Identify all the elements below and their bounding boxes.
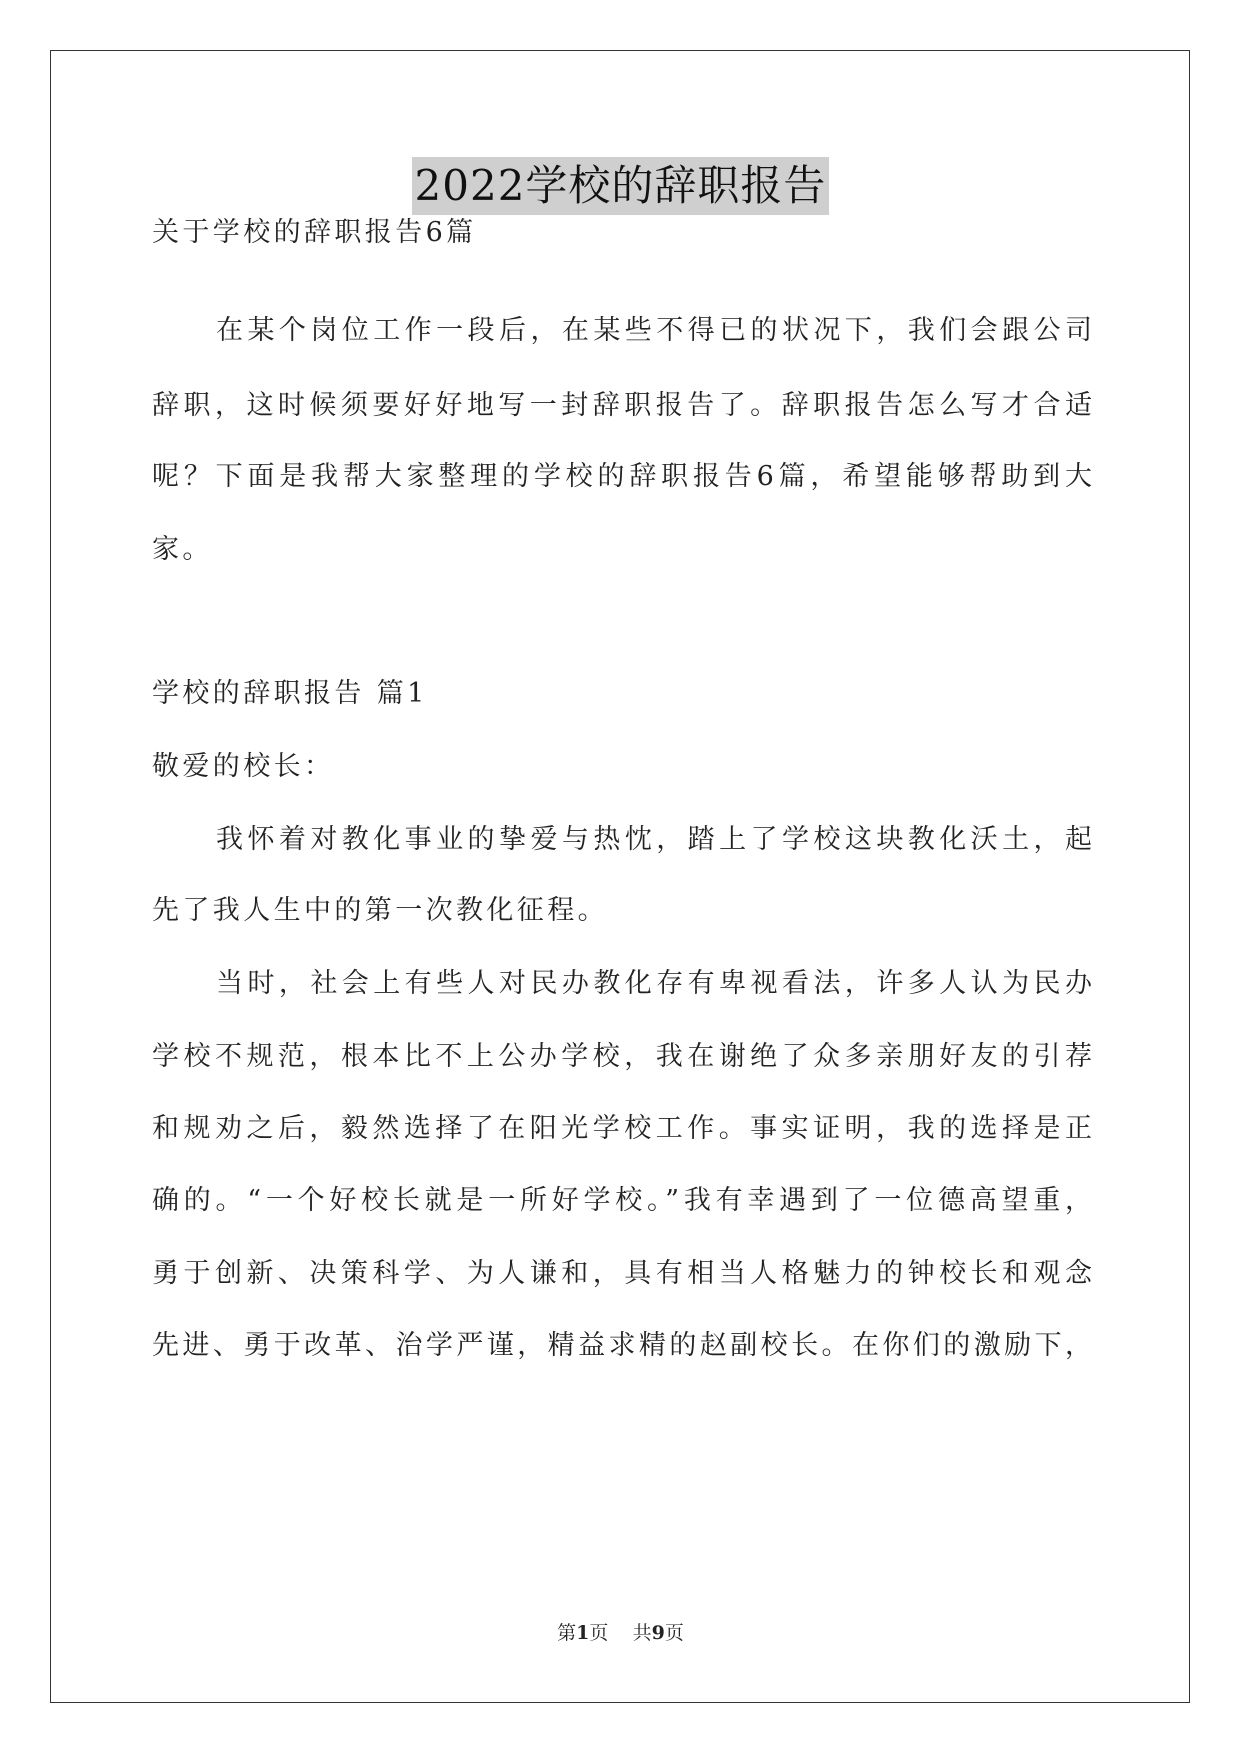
page-footer bbox=[0, 1620, 1241, 1646]
paragraph-line: 勇于创新、决策科学、为人谦和，具有相当人格魅力的钟校长和观念 bbox=[152, 1258, 1092, 1289]
paragraph-line: 先进、勇于改革、治学严谨，精益求精的赵副校长。在你们的激励下， bbox=[152, 1330, 1092, 1361]
document-title: 2022学校的辞职报告 bbox=[412, 157, 830, 215]
intro-line: 家。 bbox=[152, 534, 213, 565]
salutation: 敬爱的校长： bbox=[152, 751, 335, 782]
footer-prefix: 第 bbox=[557, 1622, 577, 1644]
page-border bbox=[50, 50, 1190, 1703]
footer-middle: 页 共 bbox=[589, 1622, 652, 1644]
paragraph-line: 学校不规范，根本比不上公办学校，我在谢绝了众多亲朋好友的引荐 bbox=[152, 1041, 1092, 1072]
paragraph-line: 先了我人生中的第一次教化征程。 bbox=[152, 895, 608, 926]
paragraph-line: 当时，社会上有些人对民办教化存有卑视看法，许多人认为民办 bbox=[216, 968, 1092, 999]
footer-suffix: 页 bbox=[664, 1622, 684, 1644]
current-page-number: 1 bbox=[576, 1622, 590, 1644]
paragraph-line: 确的。“一个好校长就是一所好学校。”我有幸遇到了一位德高望重， bbox=[152, 1185, 1092, 1216]
intro-line: 呢？下面是我帮大家整理的学校的辞职报告6篇，希望能够帮助到大 bbox=[152, 461, 1092, 492]
intro-line: 辞职，这时候须要好好地写一封辞职报告了。辞职报告怎么写才合适 bbox=[152, 390, 1092, 421]
subtitle: 关于学校的辞职报告6篇 bbox=[152, 217, 477, 248]
title-wrap bbox=[0, 157, 1241, 215]
intro-line: 在某个岗位工作一段后，在某些不得已的状况下，我们会跟公司 bbox=[216, 315, 1092, 346]
paragraph-line: 我怀着对教化事业的挚爱与热忱，踏上了学校这块教化沃土，起 bbox=[216, 824, 1092, 855]
paragraph-line: 和规劝之后，毅然选择了在阳光学校工作。事实证明，我的选择是正 bbox=[152, 1113, 1092, 1144]
section-heading: 学校的辞职报告 篇1 bbox=[152, 678, 428, 709]
total-page-number: 9 bbox=[651, 1622, 665, 1644]
